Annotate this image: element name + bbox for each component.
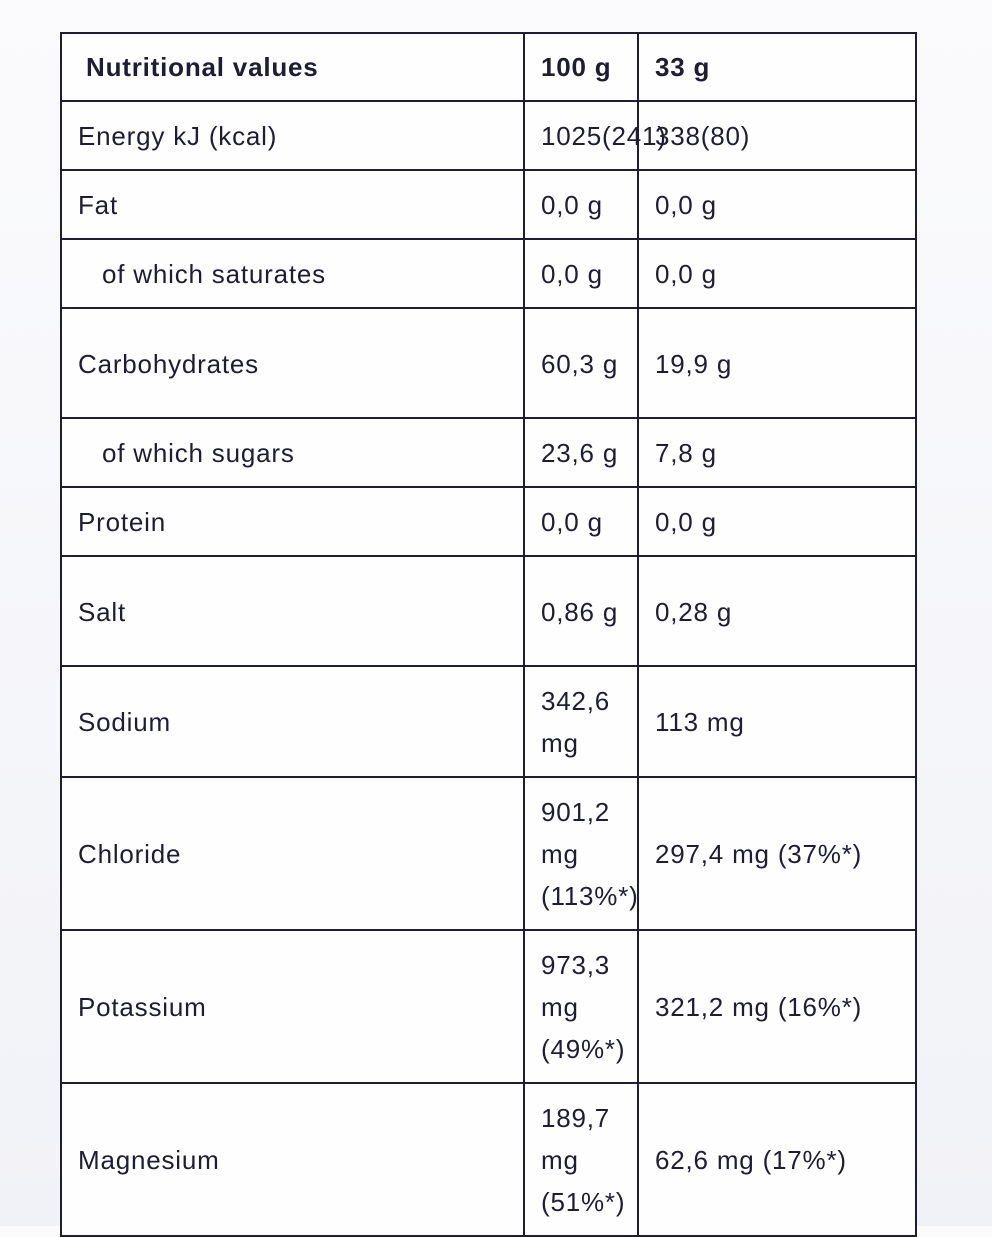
value-per-100g: 23,6 g (524, 418, 638, 487)
value-per-100g: 0,0 g (524, 239, 638, 308)
header-per-33g: 33 g (638, 33, 916, 101)
table-row (61, 487, 916, 556)
value-per-33g: 113 mg (638, 666, 916, 777)
value-per-33g: 0,0 g (638, 170, 916, 239)
table-row (61, 556, 916, 666)
nutrition-table (60, 32, 917, 1237)
nutrient-name: Chloride (61, 777, 524, 930)
table-header-row (61, 33, 916, 101)
nutrition-table-container (60, 32, 915, 1237)
nutrient-name: of which sugars (61, 418, 524, 487)
value-per-100g: 342,6 mg (524, 666, 638, 777)
header-nutritional-values: Nutritional values (61, 33, 524, 101)
value-per-33g: 19,9 g (638, 308, 916, 418)
value-per-100g: 1025(241) (524, 101, 638, 170)
nutrient-name: Sodium (61, 666, 524, 777)
value-per-100g: 0,0 g (524, 487, 638, 556)
table-row (61, 930, 916, 1083)
table-row (61, 308, 916, 418)
table-row (61, 170, 916, 239)
value-per-100g: 973,3 mg (49%*) (524, 930, 638, 1083)
table-row (61, 1083, 916, 1236)
table-row (61, 666, 916, 777)
value-per-33g: 62,6 mg (17%*) (638, 1083, 916, 1236)
table-row (61, 777, 916, 930)
value-per-33g: 0,0 g (638, 239, 916, 308)
value-per-100g: 60,3 g (524, 308, 638, 418)
nutrient-name: Potassium (61, 930, 524, 1083)
table-row (61, 101, 916, 170)
nutrient-name: Energy kJ (kcal) (61, 101, 524, 170)
value-per-100g: 0,0 g (524, 170, 638, 239)
value-per-100g: 901,2 mg (113%*) (524, 777, 638, 930)
value-per-33g: 297,4 mg (37%*) (638, 777, 916, 930)
nutrient-name: Fat (61, 170, 524, 239)
nutrient-name: Salt (61, 556, 524, 666)
value-per-100g: 0,86 g (524, 556, 638, 666)
nutrient-name: Protein (61, 487, 524, 556)
value-per-33g: 321,2 mg (16%*) (638, 930, 916, 1083)
value-per-33g: 7,8 g (638, 418, 916, 487)
nutrient-name: Magnesium (61, 1083, 524, 1236)
table-row (61, 418, 916, 487)
header-per-100g: 100 g (524, 33, 638, 101)
value-per-100g: 189,7 mg (51%*) (524, 1083, 638, 1236)
table-row (61, 239, 916, 308)
value-per-33g: 0,0 g (638, 487, 916, 556)
nutrient-name: Carbohydrates (61, 308, 524, 418)
nutrient-name: of which saturates (61, 239, 524, 308)
value-per-33g: 338(80) (638, 101, 916, 170)
value-per-33g: 0,28 g (638, 556, 916, 666)
